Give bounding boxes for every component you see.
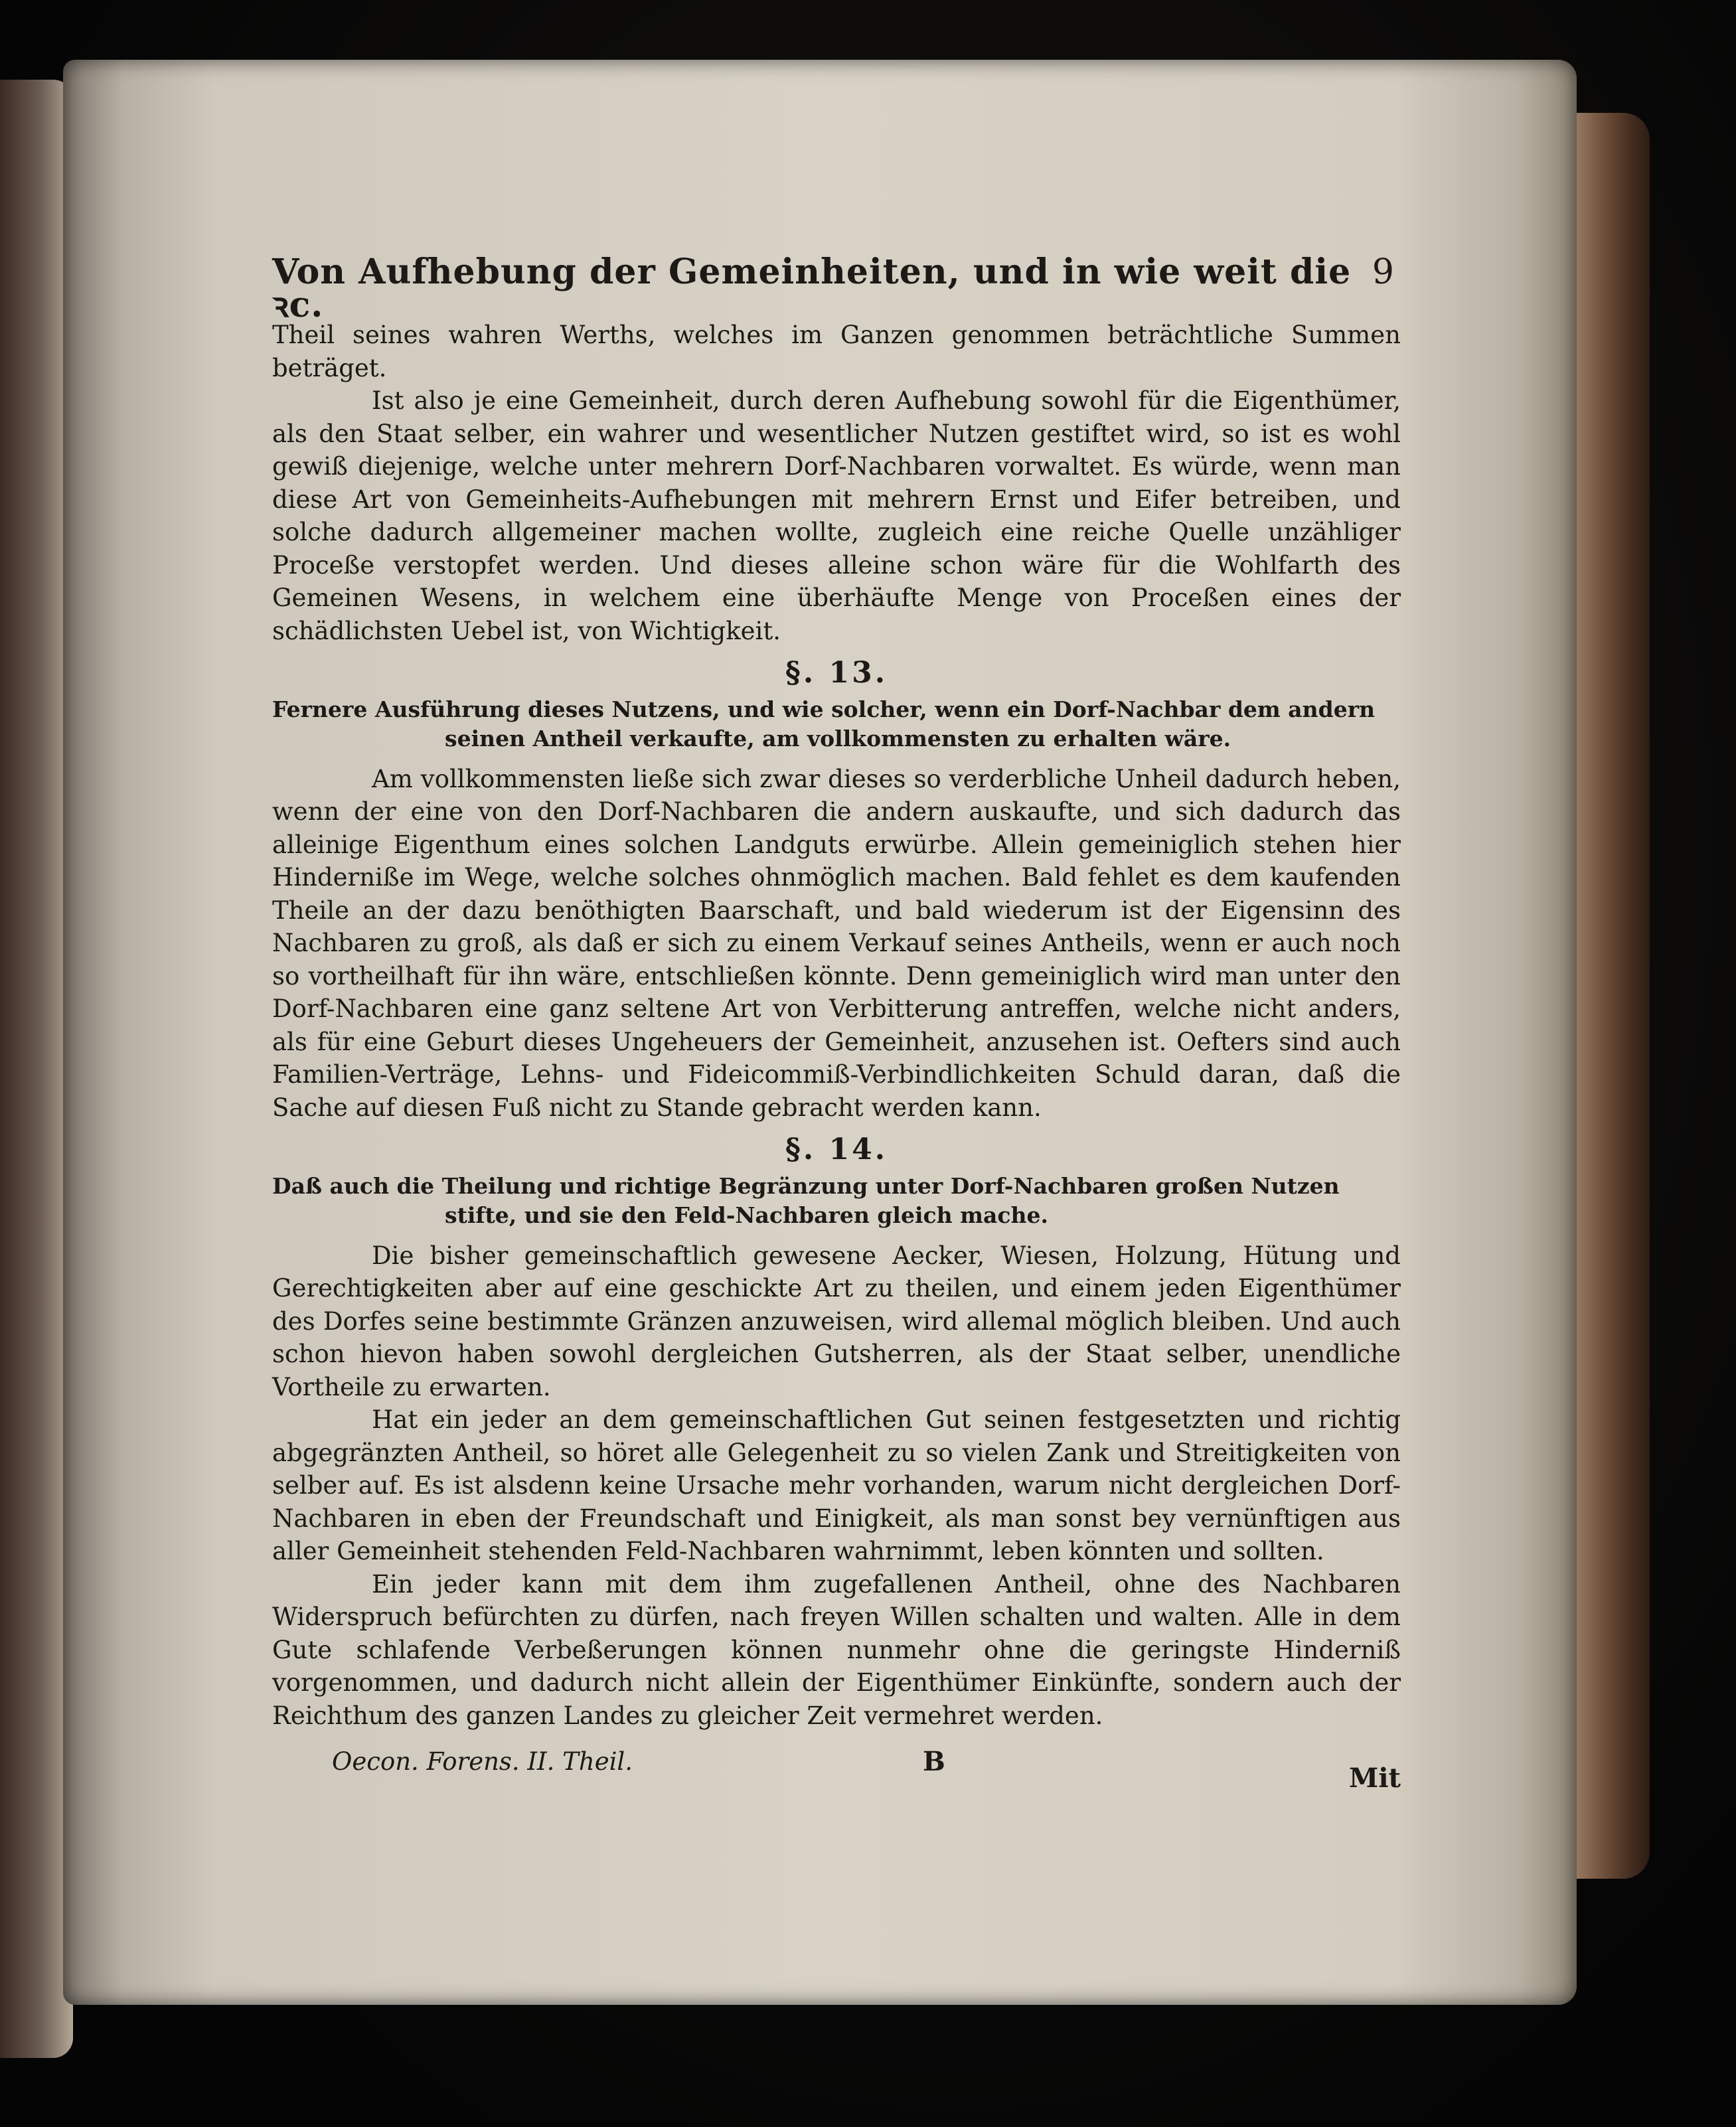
paragraph-4: Die bisher gemeinschaftlich gewesene Aecker, Wiesen, Holzung, Hütung und Gerechtigkeiten aber auf eine geschickte Art zu theilen, und einem jeden Eigenthümer des Dorfes seine bestimmte Gränzen anzuweisen, wird allemal möglich bleiben. Und auch schon hievon haben sowohl dergleichen Gutsherren, als der Staat selber, unendliche Vortheile zu erwarten. [272,1241,1401,1401]
section-13-title-line-2: seinen Antheil verkaufte, am vollkommensten zu erhalten wäre. [445,725,1231,751]
paragraph-3: Am vollkommensten ließe sich zwar dieses so verderbliche Unheil dadurch heben, wenn der eine von den Dorf-Nachbaren die andern auskaufte, und sich dadurch das alleinige Eigenthum eines solchen Landguts erwürbe. Allein gemeiniglich stehen hier Hinderniße im Wege, welche solches ohnmöglich machen. Bald fehlet es dem kaufenden Theile an der dazu benöthigten Baarschaft, und bald wiederum ist der Eigensinn des Nachbaren zu groß, als daß er sich zu einem Verkauf seines Antheils, wenn er auch noch so vortheilhaft für ihn wäre, entschließen könnte. Denn gemeiniglich wird man unter den Dorf-Nachbaren eine ganz seltene Art von Verbitterung antreffen, welche nicht anders, als für eine Geburt dieses Ungeheuers der Gemeinheit, anzusehen ist. Oefters sind auch Familien-Verträge, Lehns- und Fideicommiß-Verbindlichkeiten Schuld daran, daß die Sache auf diesen Fuß nicht zu Stande gebracht werden kann. [272,764,1401,1122]
spacer [272,753,1401,763]
page-text-block [272,252,1401,1794]
section-14-title-line-2: stifte, und sie den Feld-Nachbaren gleich mache. [445,1202,1048,1228]
signature-mark: B [923,1746,945,1777]
section-14-title-line-1: Daß auch die Theilung und richtige Begränzung unter Dorf-Nachbaren großen Nutzen [272,1172,1340,1199]
paragraph-6: Ein jeder kann mit dem ihm zugefallenen Antheil, ohne des Nachbaren Widerspruch befürchten zu dürfen, nach freyen Willen schalten und walten. Alle in dem Gute schlafende Verbeßerungen können nunmehr ohne die geringste Hinderniß vorgenommen, und dadurch nicht allein der Eigenthümer Einkünfte, sondern auch der Reichthum des ganzen Landes zu gleicher Zeit vermehret werden. [272,1569,1401,1730]
section-14-mark: §. 14. [785,1133,888,1166]
running-title: Von Aufhebung der Gemeinheiten, und in wie weit die ꝛc. [272,252,1352,325]
paragraph-5: Hat ein jeder an dem gemeinschaftlichen Gut seinen festgesetzten und richtig abgegränzten Antheil, so höret alle Gelegenheit zu so vielen Zank und Streitigkeiten von selber auf. Es ist alsdenn keine Ursache mehr vorhanden, warum nicht dergleichen Dorf-Nachbaren in eben der Freundschaft und Einigkeit, als man sonst bey vernünftigen aus aller Gemeinheit stehenden Feld-Nachbaren wahrnimmt, leben könnten und sollten. [272,1405,1401,1565]
section-13-title-line-1: Fernere Ausführung dieses Nutzens, und wie solcher, wenn ein Dorf-Nachbar dem andern [272,696,1376,722]
section-14-title [272,1172,1401,1230]
page-number: 9 [1372,252,1394,292]
paragraph-1: Theil seines wahren Werths, welches im Ganzen genommen beträchtliche Summen beträget. [272,321,1401,382]
section-13-mark: §. 13. [785,656,888,690]
catchword: Mit [1349,1763,1401,1794]
page-footer [272,1739,1401,1792]
left-page-edge [0,80,73,2058]
page-header [272,252,1401,325]
spacer [272,1230,1401,1239]
section-13-title [272,695,1401,753]
footer-source-title: Oecon. Forens. II. Theil. [332,1747,633,1776]
paragraph-2: Ist also je eine Gemeinheit, durch deren Aufhebung sowohl für die Eigenthümer, als den Staat selber, ein wahrer und wesentlicher Nutzen gestiftet wird, so ist es wohl gewiß diejenige, welche unter mehrern Dorf-Nachbaren vorwaltet. Es würde, wenn man diese Art von Gemeinheits-Aufhebungen mit mehrern Ernst und Eifer betreiben, und solche dadurch allgemeiner machen wollte, zugleich eine reiche Quelle unzähliger Proceße verstopfet werden. Und dieses alleine schon wäre für die Wohlfarth des Gemeinen Wesens, in welchem eine überhäufte Menge von Proceßen eines der schädlichsten Uebel ist, von Wichtigkeit. [272,386,1401,645]
